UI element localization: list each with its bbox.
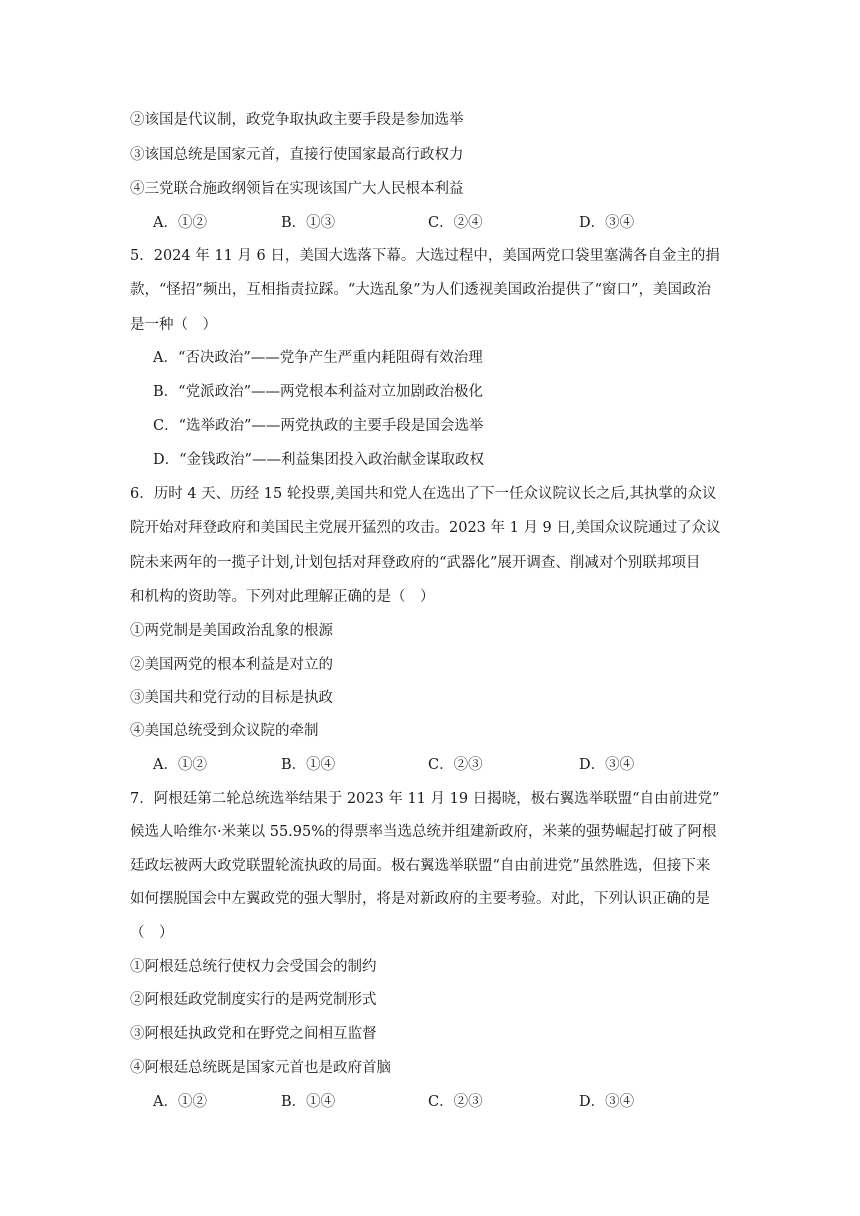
q5-option-d: D．“金钱政治”——利益集团投入政治献金谋取政权 <box>153 452 484 468</box>
q6-statement-2: ②美国两党的根本利益是对立的 <box>130 657 333 673</box>
q6-statement-4: ④美国总统受到众议院的牵制 <box>130 723 319 739</box>
q6-stem-line-1: 6．历时 4 天、历经 15 轮投票,美国共和党人在选出了下一任众议院议长之后,其执掌的众议 <box>130 486 717 502</box>
q7-statement-2: ②阿根廷政党制度实行的是两党制形式 <box>130 992 377 1008</box>
q7-statement-3: ③阿根廷执政党和在野党之间相互监督 <box>130 1026 377 1042</box>
q5-option-c: C．“选举政治”——两党执政的主要手段是国会选举 <box>153 418 484 434</box>
q7-stem-line-5: （ ） <box>130 925 174 941</box>
q4-options <box>153 213 673 233</box>
q5-stem-line-3: 是一种（ ） <box>130 317 217 333</box>
q4-option-c: C．②④ <box>428 215 483 231</box>
q6-statement-3: ③美国共和党行动的目标是执政 <box>130 690 333 706</box>
q7-statement-1: ①阿根廷总统行使权力会受国会的制约 <box>130 959 377 975</box>
q7-stem-line-2: 候选人哈维尔·米莱以 55.95%的得票率当选总统并组建新政府，米莱的强势崛起打破了阿根 <box>130 824 717 840</box>
q6-options <box>153 755 673 775</box>
q7-stem-line-1: 7．阿根廷第二轮总统选举结果于 2023 年 11 月 19 日揭晓，极右翼选举联盟“自由前进党” <box>130 791 720 807</box>
q6-option-d: D．③④ <box>579 757 635 773</box>
q5-stem-line-1: 5．2024 年 11 月 6 日，美国大选落下幕。大选过程中，美国两党口袋里塞满各自金主的捐 <box>130 248 720 264</box>
q7-options <box>153 1092 673 1112</box>
q4-statement-3: ③该国总统是国家元首，直接行使国家最高行政权力 <box>130 147 464 163</box>
q6-option-b: B．①④ <box>281 757 336 773</box>
q6-stem-line-3: 院未来两年的一揽子计划,计划包括对拜登政府的“武器化”展开调查、削减对个别联邦项目 <box>130 555 701 571</box>
q7-stem-line-3: 廷政坛被两大政党联盟轮流执政的局面。极右翼选举联盟“自由前进党”虽然胜选，但接下来 <box>130 858 711 874</box>
q7-option-c: C．②③ <box>428 1094 483 1110</box>
q7-option-d: D．③④ <box>579 1094 635 1110</box>
q7-option-b: B．①④ <box>281 1094 336 1110</box>
q5-option-a: A．“否决政治”——党争产生严重内耗阻碍有效治理 <box>153 350 483 366</box>
q6-stem-line-2: 院开始对拜登政府和美国民主党展开猛烈的攻击。2023 年 1 月 9 日,美国众议院通过了众议 <box>130 520 721 536</box>
q5-stem-line-2: 款，“怪招”频出，互相指责拉踩。“大选乱象”为人们透视美国政治提供了“窗口”，美国政治 <box>130 282 711 298</box>
q4-option-b: B．①③ <box>281 215 336 231</box>
q4-option-a: A．①② <box>153 215 207 231</box>
q7-statement-4: ④阿根廷总统既是国家元首也是政府首脑 <box>130 1060 391 1076</box>
q7-option-a: A．①② <box>153 1094 207 1110</box>
q6-option-c: C．②③ <box>428 757 483 773</box>
q6-stem-line-4: 和机构的资助等。下列对此理解正确的是（ ） <box>130 589 435 605</box>
q4-statement-2: ②该国是代议制，政党争取执政主要手段是参加选举 <box>130 112 464 128</box>
q4-option-d: D．③④ <box>579 215 635 231</box>
q6-statement-1: ①两党制是美国政治乱象的根源 <box>130 623 333 639</box>
q5-option-b: B．“党派政治”——两党根本利益对立加剧政治极化 <box>153 384 483 400</box>
q6-option-a: A．①② <box>153 757 207 773</box>
q4-statement-4: ④三党联合施政纲领旨在实现该国广大人民根本利益 <box>130 181 464 197</box>
q7-stem-line-4: 如何摆脱国会中左翼政党的强大掣肘，将是对新政府的主要考验。对此，下列认识正确的是 <box>130 891 710 907</box>
